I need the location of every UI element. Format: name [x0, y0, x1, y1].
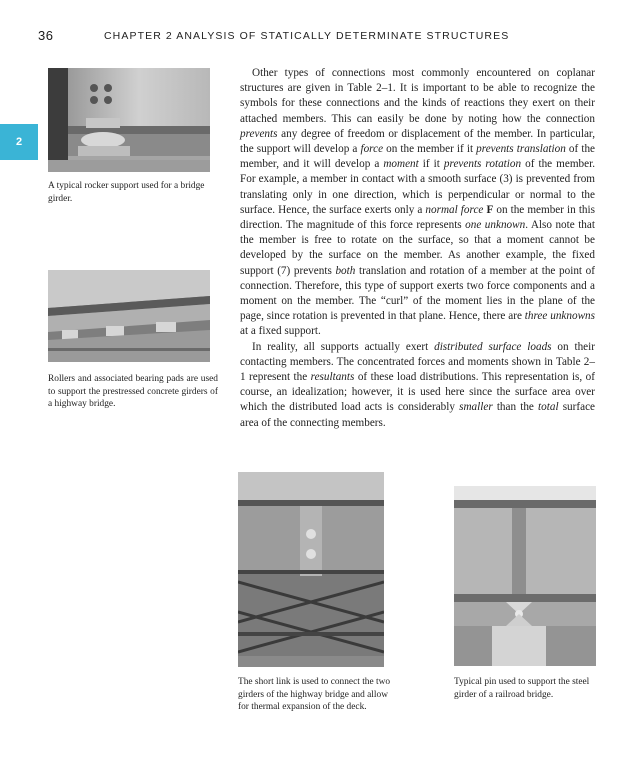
chapter-title: CHAPTER 2 ANALYSIS OF STATICALLY DETERMINATE STRUCTURES	[104, 30, 510, 42]
text-run: force	[360, 143, 384, 156]
text-run: any degree of freedom or displacement of the member. In particular, the support will develop a	[240, 127, 595, 156]
text-run: of the member. For example, a member in contact with a smooth surface (3) is prevented from translating only in one direction, which is perpendicular or normal to the surface. Hence, the surface exerts only a	[240, 158, 595, 216]
short-link-photo	[238, 472, 384, 667]
short-link-caption: The short link is used to connect the two girders of the highway bridge and allow for thermal expansion of the deck.	[238, 677, 391, 712]
rollers-bearing-illustration	[48, 270, 210, 362]
text-run: prevents translation	[476, 143, 566, 156]
text-run: on the member in this direction. The magnitude of this force represents	[240, 203, 595, 232]
text-run: at a fixed support.	[240, 325, 321, 338]
text-run: three unknowns	[524, 310, 595, 323]
short-link-illustration	[238, 472, 384, 667]
text-run: on their contacting members. The concentrated forces and moments shown in Table 2–1 represent the	[240, 340, 595, 384]
text-run: In reality, all supports actually exert	[252, 340, 435, 353]
text-run: prevents rotation	[443, 158, 522, 171]
text-run: resultants	[310, 371, 355, 384]
body-paragraph-1	[240, 66, 595, 340]
text-run: translation and rotation of a member at the point of connection. Therefore, this type of support exerts two force components and a moment on the member. The “curl” of the moment lies in the plane of the page, since rotation is prevented in that plane. Hence, there are	[240, 264, 595, 323]
text-run: both	[335, 264, 356, 277]
text-run: smaller	[459, 401, 493, 414]
chapter-tab: 2	[0, 124, 38, 160]
text-run: than the	[492, 401, 539, 414]
text-run: if it	[418, 158, 444, 171]
pin-support-photo	[454, 486, 596, 666]
body-text	[240, 66, 595, 431]
text-run: one unknown	[465, 219, 526, 232]
text-run: . Also note that the member is free to rotate on the surface, so that a moment cannot be developed by the surface on the member. As another example, the fixed support (7) prevents	[240, 219, 595, 277]
text-run: F	[486, 203, 494, 216]
body-paragraph-2	[240, 340, 595, 431]
text-run: prevents	[240, 127, 278, 140]
text-run: Other types of connections most commonly encountered on coplanar structures are given in Table 2–1. It is important to be able to recognize the symbols for these connections and the kinds of reactions they exert on their attached members. This can easily be done by noting how the connection	[240, 67, 595, 125]
text-run: total	[538, 401, 559, 414]
text-run: surface area of the connecting members.	[240, 401, 595, 429]
rocker-support-caption: A typical rocker support used for a bridge girder.	[48, 181, 205, 204]
text-run: moment	[383, 158, 419, 171]
rollers-bearing-photo	[48, 270, 210, 362]
rocker-support-illustration	[48, 68, 210, 172]
rocker-support-photo	[48, 68, 210, 172]
text-run: of these load distributions. This representation is, of course, an idealization; however, it is used here since the surface area over which the distributed load acts is considerably	[240, 371, 595, 414]
rollers-bearing-caption: Rollers and associated bearing pads are used to support the prestressed concrete girders of a highway bridge.	[48, 374, 218, 409]
text-run: on the member if it	[383, 143, 477, 156]
text-run: of the member, and it will develop a	[240, 143, 596, 171]
page-number: 36	[38, 28, 54, 43]
pin-support-illustration	[454, 486, 596, 666]
text-run: distributed surface loads	[434, 340, 552, 353]
pin-support-caption: Typical pin used to support the steel girder of a railroad bridge.	[454, 677, 590, 700]
text-run: normal force	[425, 203, 484, 216]
